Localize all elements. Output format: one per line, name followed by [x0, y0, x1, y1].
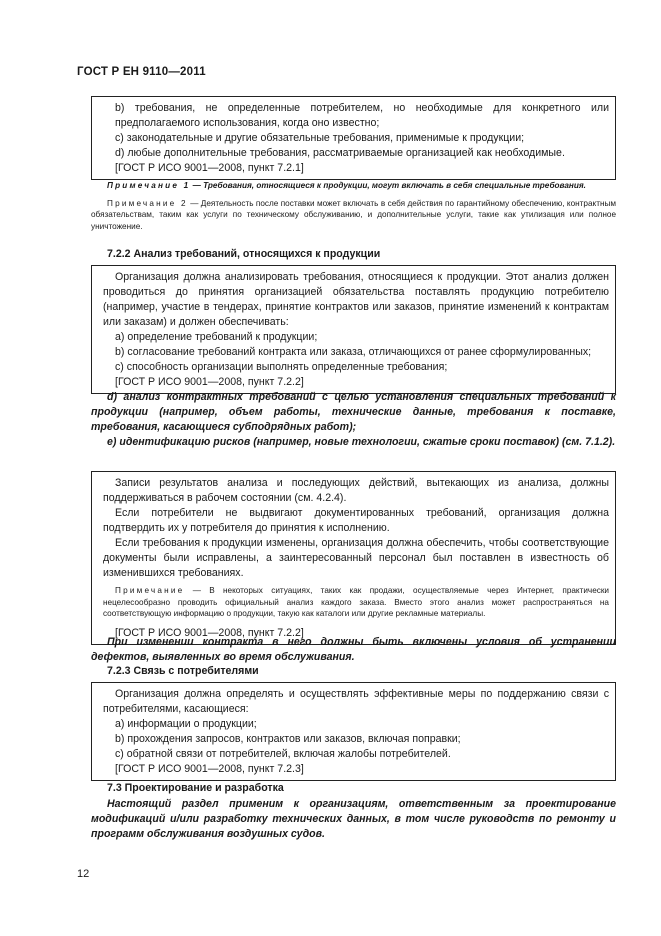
note-1-text: — Требования, относящиеся к продукции, могут включать в себя специальные требования. — [190, 181, 586, 190]
box-note-label: Примечание — [115, 586, 185, 595]
list-item-d: d) любые дополнительные требования, рассматриваемые организацией как необходимые. — [115, 147, 565, 159]
section-7-3-text-block — [91, 797, 616, 842]
quote-box-7-2-1 — [91, 96, 616, 180]
box-paragraph-1: Записи результатов анализа и последующих действий, вытекающих из анализа, должны поддерживаться в рабочем состоянии (см. 4.2.4). — [103, 477, 609, 504]
list-item-a: a) определение требований к продукции; — [115, 331, 318, 343]
standard-reference: [ГОСТ Р ИСО 9001—2008, пункт 7.2.2] — [115, 376, 304, 388]
document-header: ГОСТ Р ЕН 9110—2011 — [77, 66, 206, 78]
supplement-item-e: e) идентификацию рисков (например, новые технологии, сжатые сроки поставок) (см. 7.1.2). — [107, 436, 616, 448]
quote-box-7-2-3 — [91, 682, 616, 781]
section-heading-7-2-3: 7.2.3 Связь с потребителями — [107, 665, 259, 677]
box-note — [103, 585, 609, 620]
list-item-a: a) информации о продукции; — [115, 718, 257, 730]
supplement-item-d: d) анализ контрактных требований с целью установления специальных требований к продукции (например, объем работы, технические данные, требования к поставке, требования, касающиеся субподрядных работ); — [91, 391, 616, 433]
list-item-c: c) законодательные и другие обязательные требования, применимые к продукции; — [115, 132, 525, 144]
standard-reference: [ГОСТ Р ИСО 9001—2008, пункт 7.2.3] — [115, 763, 304, 775]
notes-block — [91, 180, 616, 232]
section-heading-7-3: 7.3 Проектирование и разработка — [107, 782, 284, 794]
supplement-block-1 — [91, 390, 616, 450]
box-note-text: — В некоторых ситуациях, таких как продажи, осуществляемые через Интернет, практически нецелесообразно проводить официальный анализ каждого заказа. Вместо этого анализ может распространяться на соответствующую информацию о продукции, такую как каталоги или другие рекламные материалы. — [103, 586, 609, 618]
supplement-block-2 — [91, 635, 616, 665]
standard-reference: [ГОСТ Р ИСО 9001—2008, пункт 7.2.2] — [115, 626, 304, 639]
box-paragraph-2: Если потребители не выдвигают документированных требований, организация должна подтвердить их у потребителя до принятия к исполнению. — [103, 507, 609, 534]
note-1 — [91, 180, 616, 192]
section-heading-7-2-2: 7.2.2 Анализ требований, относящихся к продукции — [107, 248, 381, 260]
note-2-text: — Деятельность после поставки может включать в себя действия по гарантийному обеспечению, контрактным обязательствам, таким как услуги по техническому обслуживанию, и дополнительные услуги, такие как утилизация или полное уничтожение. — [91, 198, 616, 231]
section-7-3-text: Настоящий раздел применим к организациям, ответственным за проектирование модификаций и/или разработку технических данных, в том числе руководств по ремонту и программ обслуживания воздушных судов. — [91, 798, 616, 840]
quote-box-7-2-2-records — [91, 471, 616, 645]
standard-reference: [ГОСТ Р ИСО 9001—2008, пункт 7.2.1] — [115, 162, 304, 174]
note-2-label: Примечание 2 — [107, 198, 188, 208]
list-item-b: b) согласование требований контракта или заказа, отличающихся от ранее сформулированных; — [115, 346, 592, 358]
box-intro: Организация должна определять и осуществлять эффективные меры по поддержанию связи с потребителями, касающиеся: — [103, 688, 609, 715]
box-paragraph-3: Если требования к продукции изменены, организация должна обеспечить, чтобы соответствующие документы были исправлены, а заинтересованный персонал был поставлен в известность об изменившихся требованиях. — [103, 537, 609, 579]
box-intro: Организация должна анализировать требования, относящиеся к продукции. Этот анализ должен проводиться до принятия организацией обязательства поставлять продукцию потребителю (например, участие в тендерах, принятие контрактов или заказов, принятие изменений к контрактам или заказам) и должен обеспечивать: — [103, 271, 609, 328]
list-item-b: b) требования, не определенные потребителем, но необходимые для конкретного или предполагаемого использования, когда оно известно; — [115, 102, 609, 129]
supplement-text: При изменении контракта в него должны быть включены условия об устранении дефектов, выявленных во время обслуживания. — [91, 636, 616, 663]
page-number: 12 — [77, 868, 90, 880]
note-2 — [91, 198, 616, 233]
note-1-label: Примечание 1 — [107, 181, 191, 190]
quote-box-7-2-2 — [91, 265, 616, 394]
list-item-c: c) обратной связи от потребителей, включая жалобы потребителей. — [115, 748, 451, 760]
list-item-c: c) способность организации выполнять определенные требования; — [115, 361, 448, 373]
list-item-b: b) прохождения запросов, контрактов или заказов, включая поправки; — [115, 733, 461, 745]
